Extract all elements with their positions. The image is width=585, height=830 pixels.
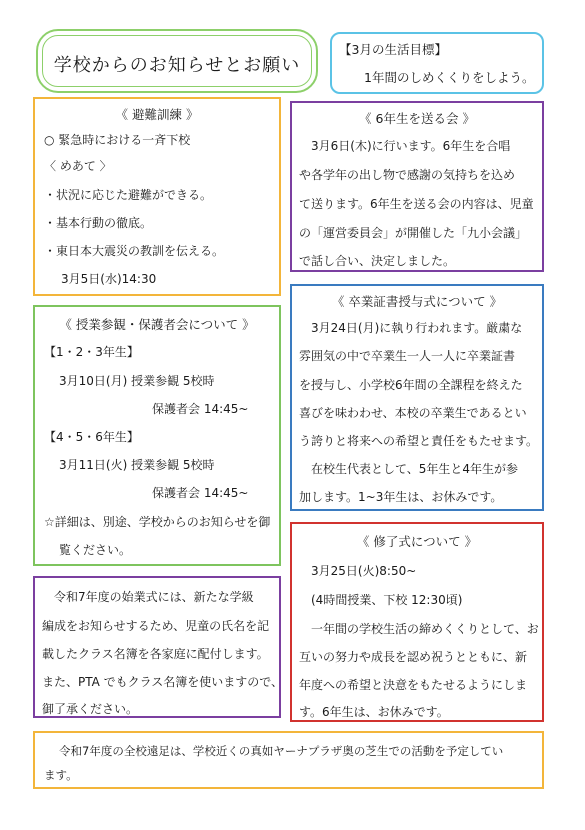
graduation-line: う誇りと将来への希望と責任をもたせます。 [299, 434, 539, 448]
evacuation-line: ・状況に応じた避難ができる。 [44, 188, 213, 202]
graduation-line: 3月24日(月)に執り行われます。厳粛な [311, 321, 523, 335]
closing-line: 年度への希望と決意をもたせるようにしま [299, 678, 528, 692]
trip-line: 令和7年度の全校遠足は、学校近くの真如ヤーナプラザ奥の芝生での活動を予定してい [59, 744, 504, 758]
class-visit-line: 【1・2・3年生】 [44, 345, 139, 359]
evacuation-line: ・基本行動の徹底。 [44, 216, 153, 230]
class-visit-line: 3月10日(月) 授業参観 5校時 [59, 374, 215, 388]
farewell-line: 3月6日(木)に行います。6年生を合唱 [311, 139, 511, 153]
closing-line: す。6年生は、お休みです。 [299, 705, 449, 719]
class-visit-line: ☆詳細は、別途、学校からのお知らせを御 [44, 515, 271, 529]
class-visit-line: 保護者会 14:45~ [152, 486, 249, 500]
graduation-heading: 《 卒業証書授与式について 》 [331, 294, 503, 309]
farewell-line: の「運営委員会」が開催した「九小会議」 [299, 226, 528, 240]
closing-line: 互いの努力や成長を認め祝うとともに、新 [299, 650, 528, 664]
graduation-line: 加します。1~3年生は、お休みです。 [299, 490, 503, 504]
opening-line: 御了承ください。 [42, 702, 139, 716]
opening-line: 編成をお知らせするため、児童の氏名を記 [42, 619, 270, 633]
graduation-line: を授与し、小学校6年間の全課程を終えた [299, 378, 523, 392]
school-trip-box [33, 731, 544, 789]
farewell-6th-box [290, 101, 544, 272]
class-visit-line: 覧ください。 [59, 543, 132, 557]
graduation-box [290, 284, 544, 511]
closing-ceremony-box [290, 522, 544, 722]
opening-line: 載したクラス名簿を各家庭に配付します。 [42, 647, 269, 661]
evacuation-heading: 《 避難訓練 》 [115, 107, 199, 122]
evacuation-date: 3月5日(水)14:30 [61, 272, 157, 286]
monthly-goal-box [330, 32, 544, 94]
closing-heading: 《 修了式について 》 [356, 534, 478, 549]
closing-line: 3月25日(火)8:50~ [311, 564, 417, 578]
graduation-line: 喜びを味わわせ、本校の卒業生であるとい [299, 406, 527, 420]
closing-line: (4時間授業、下校 12:30頃) [311, 593, 463, 607]
opening-line: また、PTA でもクラス名簿を使いますので、 [42, 675, 284, 689]
evacuation-drill-box [33, 97, 281, 296]
evacuation-line: 〈 めあて 〉 [44, 159, 112, 173]
class-visit-line: 【4・5・6年生】 [44, 430, 139, 444]
monthly-goal-text: 1年間のしめくくりをしよう。 [364, 70, 535, 85]
class-visit-line: 保護者会 14:45~ [152, 402, 249, 416]
class-visit-box [33, 305, 281, 566]
evacuation-line: ○ 緊急時における一斉下校 [44, 133, 191, 147]
class-visit-line: 3月11日(火) 授業参観 5校時 [59, 458, 215, 472]
evacuation-line: ・東日本大震災の教訓を伝える。 [44, 244, 225, 258]
farewell-heading: 《 6年生を送る会 》 [359, 111, 475, 126]
graduation-line: 在校生代表として、5年生と4年生が参 [311, 462, 519, 476]
opening-ceremony-box [33, 576, 284, 718]
monthly-goal-heading: 【3月の生活目標】 [339, 42, 447, 57]
closing-line: 一年間の学校生活の締めくくりとして、お [311, 622, 539, 636]
farewell-line: や各学年の出し物で感謝の気持ちを込め [299, 168, 516, 182]
farewell-line: で話し合い、決定しました。 [299, 254, 456, 268]
opening-line: 令和7年度の始業式には、新たな学級 [54, 590, 254, 604]
farewell-line: て送ります。6年生を送る会の内容は、児童 [299, 197, 534, 211]
trip-line: ます。 [44, 768, 78, 782]
graduation-line: 雰囲気の中で卒業生一人一人に卒業証書 [299, 349, 516, 363]
page-title: 学校からのお知らせとお願い [53, 55, 301, 76]
title-banner [36, 29, 318, 93]
class-visit-heading: 《 授業参観・保護者会について 》 [59, 317, 255, 332]
